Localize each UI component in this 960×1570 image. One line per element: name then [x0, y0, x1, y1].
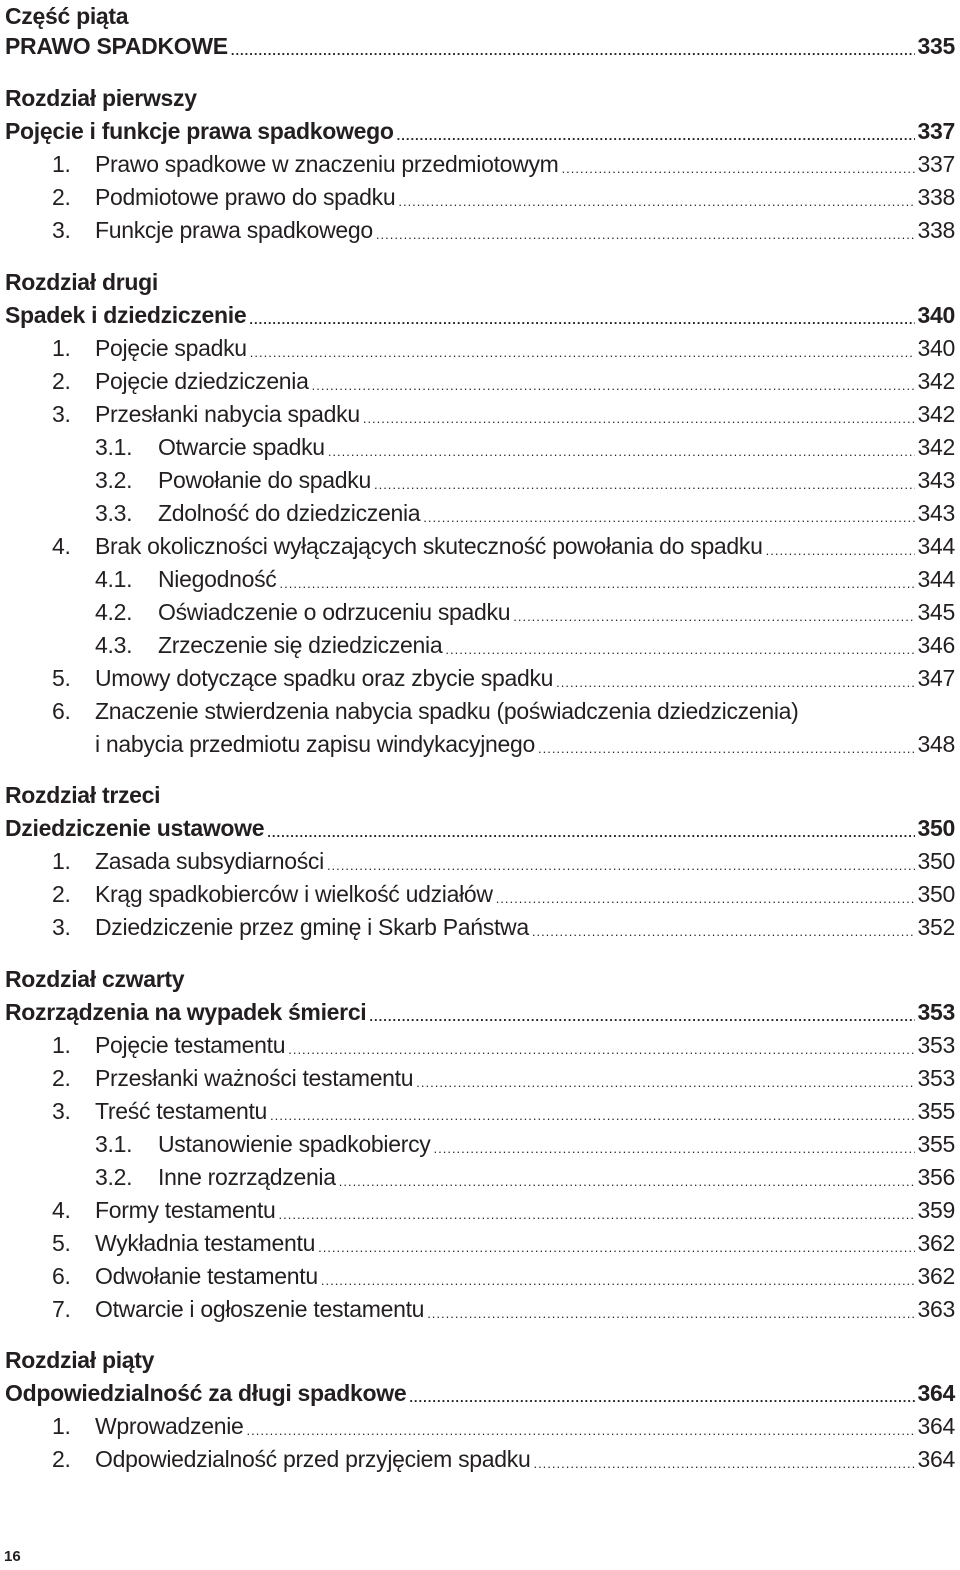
- dot-leader: [562, 164, 915, 181]
- dot-leader: [423, 513, 914, 530]
- entry-page: 355: [917, 1098, 955, 1124]
- entry-page: 364: [917, 1413, 955, 1439]
- dot-leader: [427, 1309, 914, 1326]
- dot-leader: [327, 861, 915, 878]
- entry-title: Rozrządzenia na wypadek śmierci: [5, 999, 367, 1025]
- dot-leader: [270, 1111, 914, 1128]
- entry-title: Inne rozrządzenia: [158, 1164, 336, 1190]
- toc-entry[interactable]: [0, 1227, 955, 1260]
- dot-leader: [288, 1045, 914, 1062]
- toc-entry[interactable]: [0, 1410, 955, 1443]
- entry-number: 4.1.: [95, 566, 133, 592]
- entry-title: Pojęcie testamentu: [95, 1032, 286, 1058]
- dot-leader: [267, 828, 914, 845]
- chapter-title-entry[interactable]: [0, 115, 955, 148]
- entry-page: 364: [917, 1380, 955, 1406]
- entry-page: 353: [917, 999, 955, 1025]
- entry-number: 3.: [52, 217, 71, 243]
- entry-title: Wykładnia testamentu: [95, 1230, 316, 1256]
- entry-title: Podmiotowe prawo do spadku: [95, 184, 396, 210]
- dot-leader: [247, 1426, 915, 1443]
- dot-leader: [249, 315, 914, 332]
- entry-page: 342: [917, 434, 955, 460]
- entry-page: 342: [917, 401, 955, 427]
- entry-number: 3.1.: [95, 1131, 133, 1157]
- toc-entry[interactable]: [0, 1029, 955, 1062]
- entry-title: Dziedziczenie ustawowe: [5, 815, 265, 841]
- entry-page: 345: [917, 599, 955, 625]
- toc-subentry[interactable]: [0, 629, 955, 662]
- dot-leader: [416, 1078, 914, 1095]
- toc-entry[interactable]: [0, 878, 955, 911]
- chapter-label: Rozdział drugi: [5, 269, 158, 295]
- entry-page: 350: [917, 815, 955, 841]
- dot-leader: [279, 1210, 915, 1227]
- entry-page: 355: [917, 1131, 955, 1157]
- entry-number: 3.3.: [95, 500, 133, 526]
- toc-entry[interactable]: [0, 181, 955, 214]
- entry-page: 350: [917, 848, 955, 874]
- dot-leader: [363, 414, 915, 431]
- entry-number: 1.: [52, 1032, 71, 1058]
- dot-leader: [231, 46, 915, 63]
- dot-leader: [538, 744, 915, 761]
- entry-title: Wprowadzenie: [95, 1413, 244, 1439]
- entry-number: 3.: [52, 914, 71, 940]
- entry-title: Umowy dotyczące spadku oraz zbycie spadku: [95, 665, 554, 691]
- dot-leader: [339, 1177, 915, 1194]
- entry-page: 348: [917, 731, 955, 757]
- entry-page: 362: [917, 1263, 955, 1289]
- chapter-title-entry[interactable]: [0, 1377, 955, 1410]
- entry-title: Spadek i dziedziczenie: [5, 302, 247, 328]
- entry-number: 1.: [52, 848, 71, 874]
- entry-page: 347: [917, 665, 955, 691]
- entry-title: Otwarcie spadku: [158, 434, 325, 460]
- entry-title: Odpowiedzialność przed przyjęciem spadku: [95, 1446, 531, 1472]
- dot-leader: [513, 612, 914, 629]
- toc-subentry[interactable]: [0, 596, 955, 629]
- entry-page: 343: [917, 467, 955, 493]
- toc-entry[interactable]: [0, 398, 955, 431]
- toc-entry[interactable]: [0, 911, 955, 944]
- entry-number: 3.: [52, 401, 71, 427]
- entry-title: Zdolność do dziedziczenia: [158, 500, 421, 526]
- entry-title: Przesłanki ważności testamentu: [95, 1065, 414, 1091]
- entry-page: 362: [917, 1230, 955, 1256]
- entry-number: 2.: [52, 1446, 71, 1472]
- entry-number: 4.: [52, 1197, 71, 1223]
- entry-page: 335: [917, 33, 955, 59]
- entry-title: Dziedziczenie przez gminę i Skarb Państwa: [95, 914, 529, 940]
- entry-page: 359: [917, 1197, 955, 1223]
- dot-leader: [398, 197, 914, 214]
- dot-leader: [312, 381, 915, 398]
- entry-title: Treść testamentu: [95, 1098, 268, 1124]
- entry-number: 2.: [52, 881, 71, 907]
- entry-page: 340: [917, 302, 955, 328]
- entry-title: Powołanie do spadku: [158, 467, 371, 493]
- entry-page: 344: [917, 566, 955, 592]
- entry-page: 353: [917, 1032, 955, 1058]
- toc-subentry[interactable]: [0, 497, 955, 530]
- toc-subentry[interactable]: [0, 431, 955, 464]
- entry-number: 7.: [52, 1296, 71, 1322]
- part-title-entry[interactable]: [0, 30, 955, 63]
- entry-title: Ustanowienie spadkobiercy: [158, 1131, 431, 1157]
- entry-number: 4.3.: [95, 632, 133, 658]
- entry-number: 3.2.: [95, 467, 133, 493]
- toc-entry[interactable]: [0, 148, 955, 181]
- chapter-label: Rozdział piąty: [5, 1347, 155, 1373]
- entry-page: 338: [917, 217, 955, 243]
- entry-number: 6.: [52, 698, 71, 724]
- entry-title: Oświadczenie o odrzuceniu spadku: [158, 599, 511, 625]
- toc-entry[interactable]: [0, 365, 955, 398]
- toc-entry[interactable]: [0, 1443, 955, 1476]
- entry-page: 356: [917, 1164, 955, 1190]
- entry-page: 363: [917, 1296, 955, 1322]
- entry-page: 353: [917, 1065, 955, 1091]
- entry-number: 5.: [52, 1230, 71, 1256]
- toc-entry[interactable]: [0, 214, 955, 247]
- entry-number: 6.: [52, 1263, 71, 1289]
- entry-page: 338: [917, 184, 955, 210]
- dot-leader: [279, 579, 914, 596]
- entry-title: Pojęcie spadku: [95, 335, 247, 361]
- dot-leader: [434, 1144, 915, 1161]
- dot-leader: [409, 1393, 914, 1410]
- entry-page: 343: [917, 500, 955, 526]
- entry-title: Niegodność: [158, 566, 277, 592]
- dot-leader: [397, 131, 915, 148]
- toc-entry[interactable]: [0, 1260, 955, 1293]
- entry-page: 340: [917, 335, 955, 361]
- toc-subentry[interactable]: [0, 464, 955, 497]
- chapter-title-entry[interactable]: [0, 996, 955, 1029]
- chapter-title-entry[interactable]: [0, 299, 955, 332]
- entry-title: Odpowiedzialność za długi spadkowe: [5, 1380, 407, 1406]
- toc-entry[interactable]: [0, 845, 955, 878]
- entry-title: Przesłanki nabycia spadku: [95, 401, 360, 427]
- entry-page: 352: [917, 914, 955, 940]
- toc-subentry[interactable]: [0, 563, 955, 596]
- dot-leader: [376, 230, 915, 247]
- entry-title: Znaczenie stwierdzenia nabycia spadku (poświadczenia dziedziczenia): [95, 698, 799, 724]
- entry-title: Krąg spadkobierców i wielkość udziałów: [95, 881, 493, 907]
- dot-leader: [250, 348, 915, 365]
- toc-entry[interactable]: [0, 662, 955, 695]
- entry-title: Formy testamentu: [95, 1197, 276, 1223]
- entry-title: PRAWO SPADKOWE: [5, 33, 228, 59]
- entry-number: 2.: [52, 368, 71, 394]
- part-label: Część piąta: [5, 3, 129, 29]
- entry-number: 5.: [52, 665, 71, 691]
- dot-leader: [766, 546, 915, 563]
- toc-subentry[interactable]: [0, 1128, 955, 1161]
- toc-entry[interactable]: [0, 1095, 955, 1128]
- chapter-title-entry[interactable]: [0, 812, 955, 845]
- dot-leader: [533, 1459, 914, 1476]
- dot-leader: [532, 927, 915, 944]
- entry-number: 1.: [52, 151, 71, 177]
- entry-title: Funkcje prawa spadkowego: [95, 217, 373, 243]
- entry-number: 3.1.: [95, 434, 133, 460]
- entry-title: Prawo spadkowe w znaczeniu przedmiotowym: [95, 151, 559, 177]
- dot-leader: [369, 1012, 914, 1029]
- entry-title-continued: i nabycia przedmiotu zapisu windykacyjnego: [95, 731, 535, 757]
- chapter-label: Rozdział czwarty: [5, 966, 185, 992]
- entry-title: Zrzeczenie się dziedziczenia: [158, 632, 443, 658]
- dot-leader: [496, 894, 915, 911]
- toc-entry[interactable]: [0, 1062, 955, 1095]
- toc-entry-continuation[interactable]: [0, 728, 955, 761]
- dot-leader: [318, 1243, 914, 1260]
- entry-page: 337: [917, 118, 955, 144]
- chapter-label: Rozdział trzeci: [5, 782, 161, 808]
- dot-leader: [328, 447, 915, 464]
- toc-entry[interactable]: [0, 332, 955, 365]
- toc-entry[interactable]: [0, 530, 955, 563]
- entry-number: 4.2.: [95, 599, 133, 625]
- dot-leader: [556, 678, 914, 695]
- entry-page: 364: [917, 1446, 955, 1472]
- entry-title: Brak okoliczności wyłączających skuteczność powołania do spadku: [95, 533, 763, 559]
- entry-page: 350: [917, 881, 955, 907]
- entry-title: Zasada subsydiarności: [95, 848, 324, 874]
- entry-number: 3.: [52, 1098, 71, 1124]
- entry-title: Odwołanie testamentu: [95, 1263, 318, 1289]
- entry-page: 346: [917, 632, 955, 658]
- entry-title: Pojęcie i funkcje prawa spadkowego: [5, 118, 394, 144]
- chapter-label: Rozdział pierwszy: [5, 85, 197, 111]
- toc-entry[interactable]: [0, 1293, 955, 1326]
- entry-page: 344: [917, 533, 955, 559]
- entry-number: 1.: [52, 1413, 71, 1439]
- entry-number: 4.: [52, 533, 71, 559]
- dot-leader: [445, 645, 914, 662]
- toc-subentry[interactable]: [0, 1161, 955, 1194]
- entry-number: 1.: [52, 335, 71, 361]
- entry-number: 2.: [52, 1065, 71, 1091]
- toc-entry[interactable]: [0, 1194, 955, 1227]
- entry-number: 3.2.: [95, 1164, 133, 1190]
- dot-leader: [374, 480, 915, 497]
- page-number: 16: [4, 1548, 21, 1565]
- entry-title: Pojęcie dziedziczenia: [95, 368, 309, 394]
- entry-title: Otwarcie i ogłoszenie testamentu: [95, 1296, 425, 1322]
- entry-number: 2.: [52, 184, 71, 210]
- entry-page: 342: [917, 368, 955, 394]
- dot-leader: [321, 1276, 915, 1293]
- entry-page: 337: [917, 151, 955, 177]
